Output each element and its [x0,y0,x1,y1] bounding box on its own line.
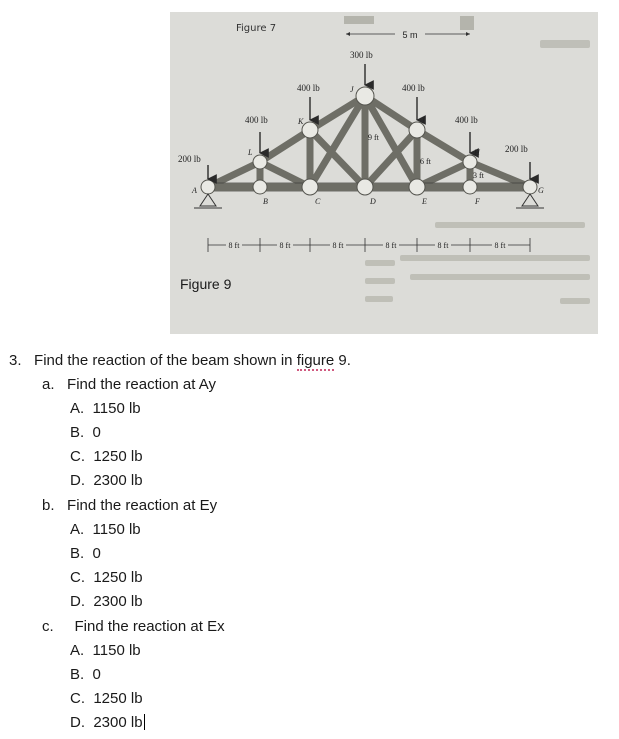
node-label: E [422,197,427,206]
node-label: I [422,116,425,125]
question-number: 3. [9,352,22,369]
part-b-option-b: B. 0 [70,545,101,562]
height-label: 6 ft [420,157,431,166]
question-stem [9,352,351,370]
part-b-option-a: A. 1150 lb [70,521,141,538]
part-a-option-b: B. 0 [70,424,101,441]
load-label: 200 lb [505,144,528,154]
load-label: 400 lb [245,115,268,125]
part-a-option-a: A. 1150 lb [70,400,141,417]
height-label: 3 ft [473,171,484,180]
part-b-option-d: D. 2300 lb [70,593,143,610]
load-label: 400 lb [297,83,320,93]
figure-header-note: Figure 7 [236,23,277,34]
figure-reference: figure [296,352,335,369]
part-c-option-a: A. 1150 lb [70,642,141,659]
span-label: 8 ft [228,241,240,250]
question-text-after: 9. [334,352,351,369]
part-a-option-c: C. 1250 lb [70,448,143,465]
node-label: J [350,85,354,94]
question-text-before: Find the reaction of the beam shown in [34,352,297,369]
part-a-prompt: a. Find the reaction at Ay [42,376,217,393]
node-label: A [192,186,197,195]
span-label: 8 ft [494,241,506,250]
load-label: 400 lb [402,83,425,93]
figure-caption: Figure 9 [180,276,232,292]
height-label: 9 ft [368,133,379,142]
part-c-option-d[interactable]: D. 2300 lb [70,714,143,731]
part-a-option-d: D. 2300 lb [70,472,143,489]
part-c-option-c: C. 1250 lb [70,690,143,707]
truss-figure-photo [170,12,598,334]
top-dimension-label: 5 m [402,30,418,40]
load-label: 300 lb [350,50,373,60]
node-label: H [474,148,480,157]
node-label: F [475,197,480,206]
part-c-option-b: B. 0 [70,666,101,683]
text-cursor [144,714,145,730]
load-label: 400 lb [455,115,478,125]
span-label: 8 ft [437,241,449,250]
span-label: 8 ft [279,241,291,250]
node-label: D [370,197,376,206]
span-label: 8 ft [332,241,344,250]
node-label: K [298,117,304,126]
node-label: B [263,197,268,206]
part-b-prompt: b. Find the reaction at Ey [42,497,218,514]
span-label: 8 ft [385,241,397,250]
part-b-option-c: C. 1250 lb [70,569,143,586]
node-label: C [315,197,321,206]
node-label: G [538,186,544,195]
node-label: L [248,148,253,157]
part-c-prompt: c. Find the reaction at Ex [42,618,225,635]
load-label: 200 lb [178,154,201,164]
